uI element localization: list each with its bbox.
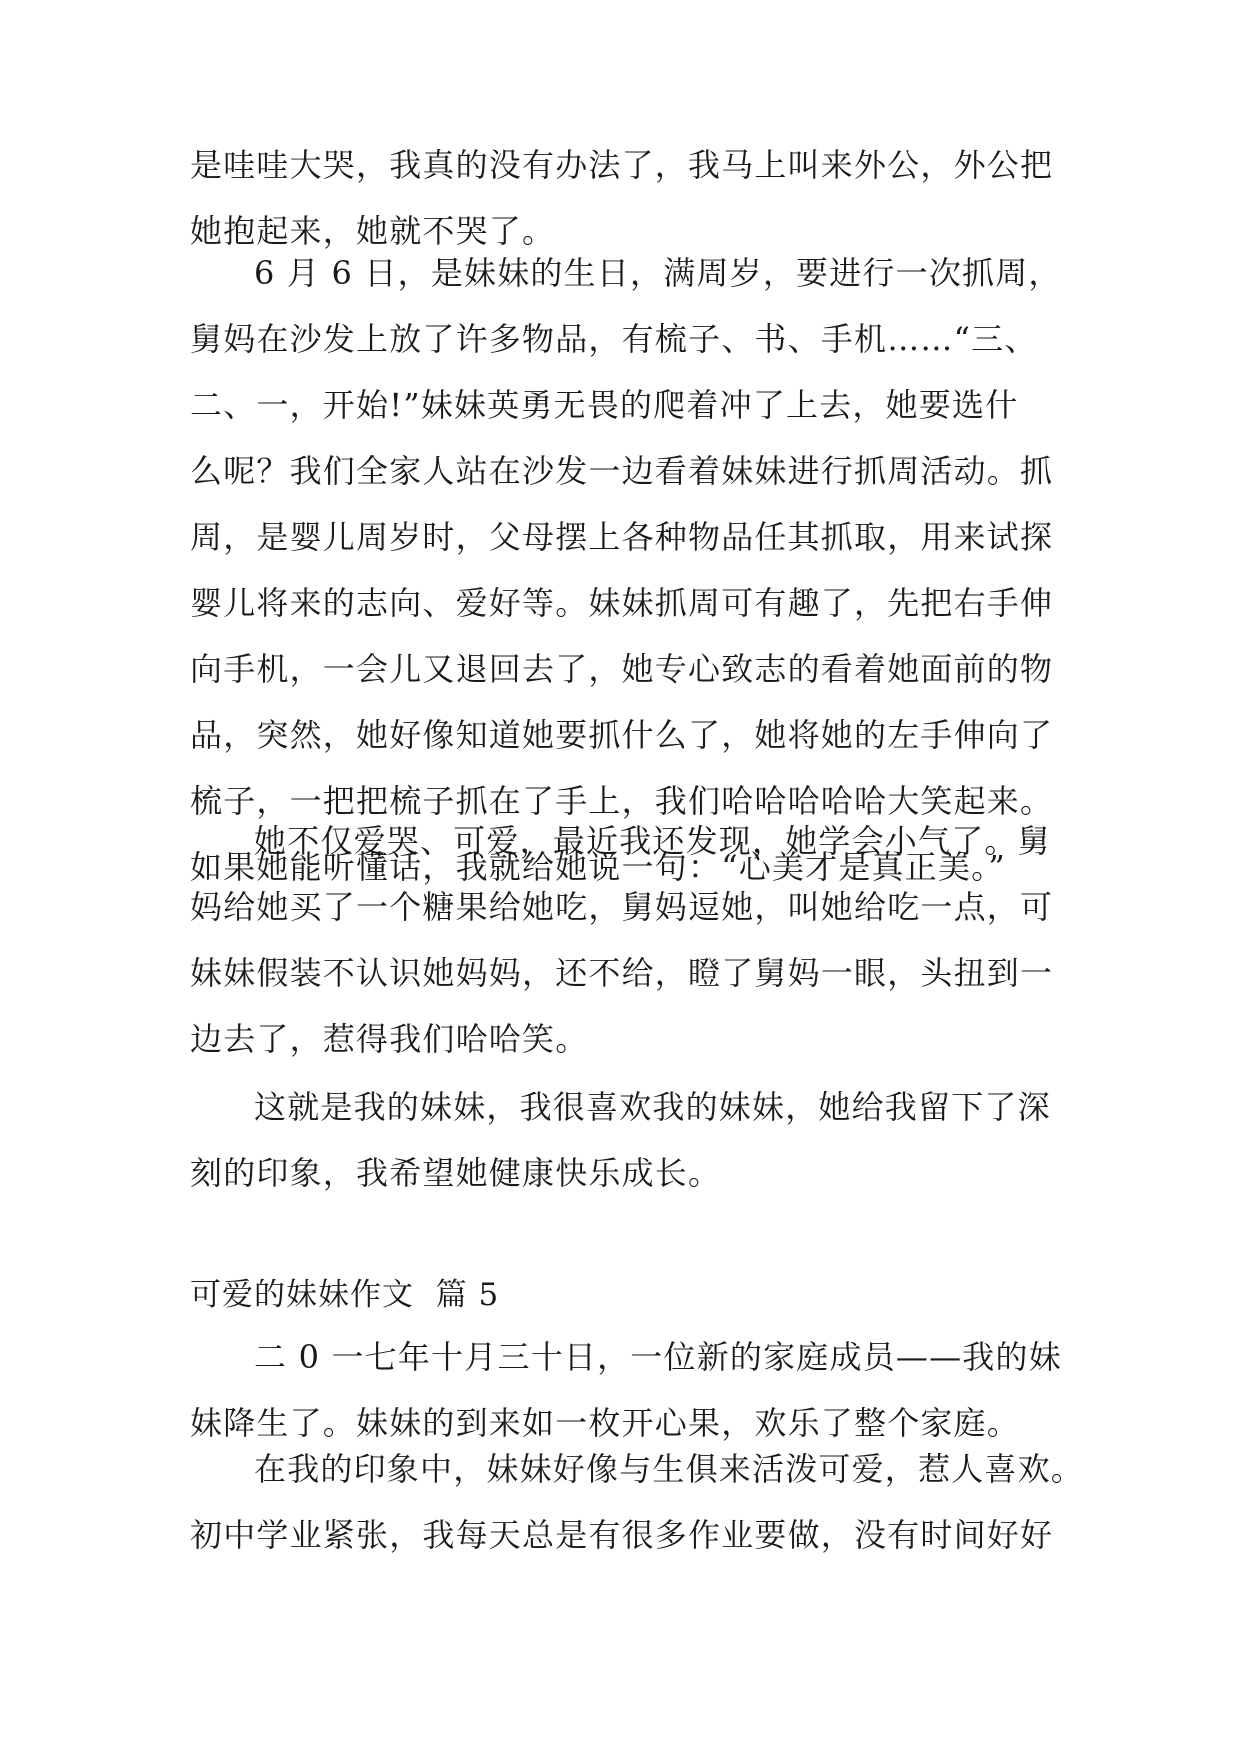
text-line: 向手机，一会儿又退回去了，她专心致志的看着她面前的物 xyxy=(190,650,1054,688)
text-line: 她不仅爱哭、可爱，最近我还发现，她学会小气了。舅 xyxy=(254,822,1051,860)
text-line: 舅妈在沙发上放了许多物品，有梳子、书、手机……“三、 xyxy=(190,320,1038,358)
paragraph-conclusion xyxy=(190,1074,1062,1206)
text-line: 这就是我的妹妹，我很喜欢我的妹妹，她给我留下了深 xyxy=(254,1088,1051,1126)
text-line: 周，是婴儿周岁时，父母摆上各种物品任其抓取，用来试探 xyxy=(190,518,1054,556)
text-line: 妹降生了。妹妹的到来如一枚开心果，欢乐了整个家庭。 xyxy=(190,1404,1021,1442)
text-line: 如果她能听懂话，我就给她说一句：“心美才是真正美。” xyxy=(190,848,1006,886)
text-line: 婴儿将来的志向、爱好等。妹妹抓周可有趣了，先把右手伸 xyxy=(190,584,1054,622)
text-line: 初中学业紧张，我每天总是有很多作业要做，没有时间好好 xyxy=(190,1516,1054,1554)
text-line: 妹妹假装不认识她妈妈，还不给，瞪了舅妈一眼，头扭到一 xyxy=(190,954,1054,992)
text-line: 妈给她买了一个糖果给她吃，舅妈逗她，叫她给吃一点，可 xyxy=(190,888,1054,926)
text-line: 刻的印象，我希望她健康快乐成长。 xyxy=(190,1154,722,1192)
text-line: 么呢？我们全家人站在沙发一边看着妹妹进行抓周活动。抓 xyxy=(190,452,1054,490)
text-line: 在我的印象中，妹妹好像与生俱来活泼可爱，惹人喜欢。 xyxy=(254,1450,1085,1488)
text-line: 边去了，惹得我们哈哈笑。 xyxy=(190,1020,589,1058)
text-line: 品，突然，她好像知道她要抓什么了，她将她的左手伸向了 xyxy=(190,716,1054,754)
paragraph-birthday xyxy=(190,240,1062,900)
text-line: 二、一，开始!”妹妹英勇无畏的爬着冲了上去，她要选什 xyxy=(190,386,1019,424)
paragraph-stingy xyxy=(190,808,1062,1072)
text-line: 她抱起来，她就不哭了。 xyxy=(190,212,556,250)
text-line: 是哇哇大哭，我真的没有办法了，我马上叫来外公，外公把 xyxy=(190,146,1054,184)
text-line: 二 0 一七年十月三十日，一位新的家庭成员——我的妹 xyxy=(254,1338,1062,1376)
paragraph-impression xyxy=(190,1436,1085,1568)
section-heading: 可爱的妹妹作文 篇 5 xyxy=(190,1277,500,1313)
text-line: 6 月 6 日，是妹妹的生日，满周岁，要进行一次抓周， xyxy=(254,254,1062,292)
text-line: 梳子，一把把梳子抓在了手上，我们哈哈哈哈哈大笑起来。 xyxy=(190,782,1054,820)
